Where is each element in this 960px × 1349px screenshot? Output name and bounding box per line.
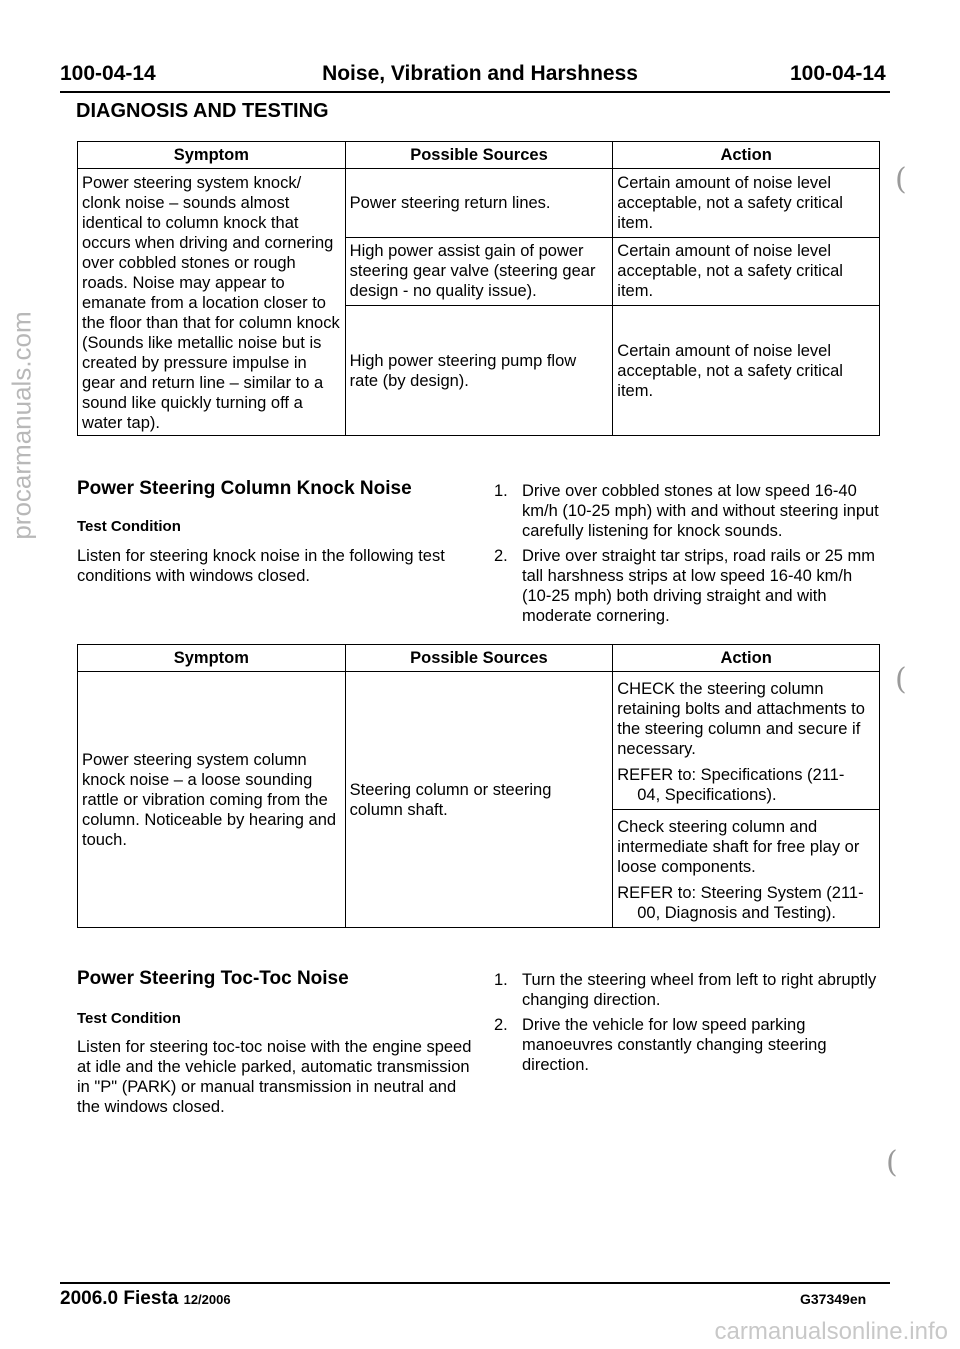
margin-bracket: ( bbox=[895, 162, 907, 197]
footer-date: 12/2006 bbox=[183, 1292, 231, 1307]
source-cell: Power steering return lines. bbox=[345, 169, 613, 238]
step-number: 1. bbox=[494, 482, 508, 500]
column-knock-condition-text: Listen for steering knock noise in the following test conditions with windows closed. bbox=[77, 547, 445, 585]
step-number: 1. bbox=[494, 971, 508, 989]
source-cell: High power steering pump flow rate (by design). bbox=[345, 306, 613, 436]
action-cell bbox=[613, 672, 880, 810]
list-item bbox=[494, 546, 884, 626]
source-cell: High power assist gain of power steering gear valve (steering gear design - no quality issue). bbox=[345, 237, 613, 306]
reference-text: REFER to: Specifications (211- bbox=[617, 766, 845, 784]
toc-toc-title: Power Steering Toc-Toc Noise bbox=[77, 968, 349, 989]
step-text: Drive over cobbled stones at low speed 16-40 km/h (10-25 mph) with and without steering input carefully listening for knock sounds. bbox=[522, 482, 879, 540]
side-watermark: procarmanuals.com bbox=[6, 311, 37, 540]
action-reference bbox=[617, 883, 875, 923]
symptom-cell: Power steering system column knock noise – a loose sounding rattle or vibration coming from the column. Noticeable by hearing and touch. bbox=[78, 672, 346, 928]
footer-model-name: 2006.0 Fiesta bbox=[60, 1288, 179, 1309]
column-knock-test-condition-label: Test Condition bbox=[77, 518, 181, 535]
column-knock-title: Power Steering Column Knock Noise bbox=[77, 478, 412, 499]
margin-bracket: ( bbox=[886, 1145, 898, 1180]
step-text: Drive over straight tar strips, road rails or 25 mm tall harshness strips at low speed 16-40 km/h (10-25 mph) both driving straight and with moderate cornering. bbox=[522, 547, 876, 625]
toc-toc-condition-text: Listen for steering toc-toc noise with the engine speed at idle and the vehicle parked, automatic transmission in "P" (PARK) or manual transmission in neutral and the windows closed. bbox=[77, 1038, 472, 1116]
list-item bbox=[494, 970, 886, 1010]
action-text: CHECK the steering column retaining bolts and attachments to the steering column and secure if necessary. bbox=[617, 680, 865, 758]
table-row bbox=[78, 672, 880, 810]
symptom-table-1 bbox=[77, 141, 880, 436]
action-text: Check steering column and intermediate shaft for free play or loose components. bbox=[617, 818, 860, 876]
step-number: 2. bbox=[494, 1016, 508, 1034]
header-possible-sources: Possible Sources bbox=[345, 645, 613, 672]
toc-toc-test-condition-label: Test Condition bbox=[77, 1010, 181, 1027]
header-rule bbox=[60, 91, 890, 93]
reference-text: REFER to: Steering System (211- bbox=[617, 884, 864, 902]
symptom-cell: Power steering system knock/ clonk noise – sounds almost identical to column knock that occurs when driving and cornering over cobbled stones or rough roads. Noise may appear to emanate from a location closer to the floor than that for column knock (Sounds like metallic noise but is created by pressure impulse in gear and return line – similar to a sound like quickly turning off a water tap). bbox=[78, 169, 346, 436]
table-header-row bbox=[78, 142, 880, 169]
section-title: DIAGNOSIS AND TESTING bbox=[76, 100, 329, 122]
footer-model bbox=[60, 1288, 231, 1310]
symptom-table-2 bbox=[77, 644, 880, 928]
step-text: Turn the steering wheel from left to right abruptly changing direction. bbox=[522, 971, 877, 1009]
action-cell: Certain amount of noise level acceptable, not a safety critical item. bbox=[613, 306, 880, 436]
action-cell: Certain amount of noise level acceptable, not a safety critical item. bbox=[613, 237, 880, 306]
step-text: Drive the vehicle for low speed parking manoeuvres constantly changing steering direction. bbox=[522, 1016, 827, 1074]
header-symptom: Symptom bbox=[78, 645, 346, 672]
action-reference bbox=[617, 765, 875, 805]
action-cell bbox=[613, 810, 880, 928]
column-knock-steps bbox=[494, 481, 884, 631]
bottom-watermark: carmanualsonline.info bbox=[714, 1318, 948, 1345]
footer-rule bbox=[60, 1282, 890, 1284]
toc-toc-steps bbox=[494, 970, 886, 1080]
margin-bracket: ( bbox=[895, 662, 907, 697]
page-number-left: 100-04-14 bbox=[60, 62, 156, 85]
header-possible-sources: Possible Sources bbox=[345, 142, 613, 169]
step-number: 2. bbox=[494, 547, 508, 565]
action-cell: Certain amount of noise level acceptable, not a safety critical item. bbox=[613, 169, 880, 238]
header-symptom: Symptom bbox=[78, 142, 346, 169]
footer-code: G37349en bbox=[800, 1291, 867, 1307]
table-header-row bbox=[78, 645, 880, 672]
list-item bbox=[494, 1015, 886, 1075]
reference-text: 04, Specifications). bbox=[637, 786, 777, 804]
header-action: Action bbox=[613, 645, 880, 672]
header-action: Action bbox=[613, 142, 880, 169]
list-item bbox=[494, 481, 884, 541]
reference-text: 00, Diagnosis and Testing). bbox=[637, 904, 836, 922]
page-header-title: Noise, Vibration and Harshness bbox=[322, 62, 638, 85]
source-cell: Steering column or steering column shaft. bbox=[345, 672, 613, 928]
page-number-right: 100-04-14 bbox=[790, 62, 886, 85]
table-row bbox=[78, 169, 880, 238]
